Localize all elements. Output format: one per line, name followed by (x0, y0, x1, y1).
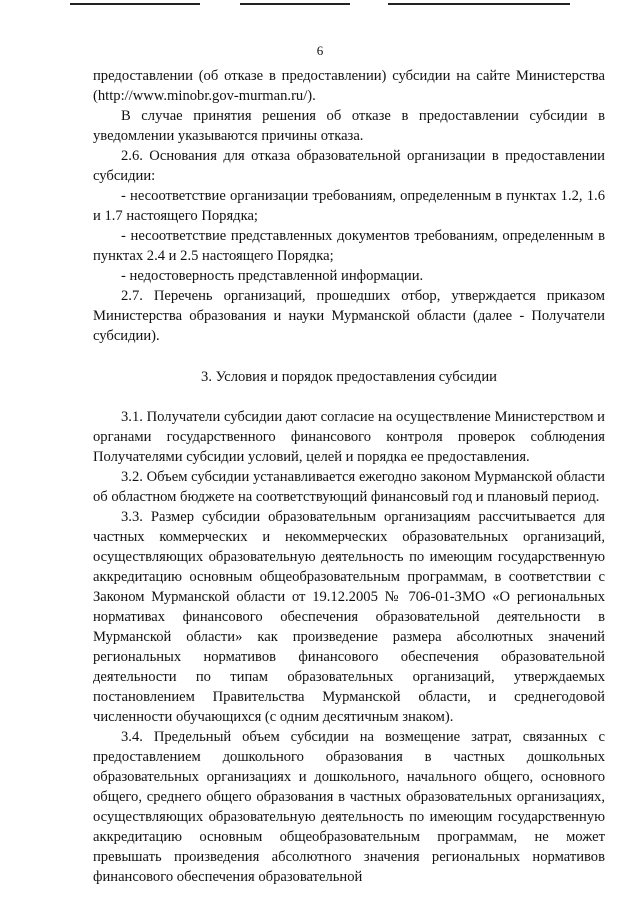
top-rule-left (70, 3, 200, 5)
paragraph: - несоответствие представленных документов требованиям, определенным в пунктах 2.4 и 2.5 настоящего Порядка; (93, 228, 605, 264)
page-number: 6 (316, 43, 324, 58)
paragraph: 3.4. Предельный объем субсидии на возмещение затрат, связанных с предоставлением дошкольного образования в частных дошкольных образовательных организациях и дошкольного, начального общего, основного общего, среднего общего образования в частных образовательных организациях, осуществляющих образовательную деятельность по имеющим государственную аккредитацию основным общеобразовательным программам, не может превышать произведения абсолютного значения региональных нормативов финансового обеспечения образовательной (93, 729, 605, 885)
top-rule-middle (240, 3, 350, 5)
section-3-body (93, 407, 605, 887)
paragraph: 3.2. Объем субсидии устанавливается ежегодно законом Мурманской области об областном бюджете на соответствующий финансовый год и плановый период. (93, 469, 605, 505)
paragraph: В случае принятия решения об отказе в предоставлении субсидии в уведомлении указываются причины отказа. (93, 108, 605, 144)
section-heading: 3. Условия и порядок предоставления субсидии (201, 369, 497, 385)
paragraph: 3.3. Размер субсидии образовательным организациям рассчитывается для частных коммерческих и некоммерческих образовательных организаций, осуществляющих образовательную деятельность по имеющим государственную аккредитацию основным общеобразовательным программам, в соответствии с Законом Мурманской области от 19.12.2005 № 706-01-ЗМО «О региональных нормативах финансового обеспечения образовательной деятельности в Мурманской области» как произведение размера абсолютных значений региональных нормативов финансового обеспечения образовательной деятельности по типам образовательных организаций, утверждаемых постановлением Правительства Мурманской области, и среднегодовой численности обучающихся (с одним десятичным знаком). (93, 509, 605, 725)
paragraph: - несоответствие организации требованиям, определенным в пунктах 1.2, 1.6 и 1.7 настоящего Порядка; (93, 188, 605, 224)
document-body (93, 66, 605, 887)
paragraph: 2.6. Основания для отказа образовательной организации в предоставлении субсидии: (93, 148, 605, 184)
paragraph: 2.7. Перечень организаций, прошедших отбор, утверждается приказом Министерства образования и науки Мурманской области (далее - Получатели субсидии). (93, 288, 605, 344)
section-2-continuation (93, 66, 605, 346)
paragraph: предоставлении (об отказе в предоставлении) субсидии на сайте Министерства (http://www.minobr.gov-murman.ru/). (93, 68, 605, 104)
top-rule-right (388, 3, 570, 5)
paragraph: 3.1. Получатели субсидии дают согласие на осуществление Министерством и органами государственного финансового контроля проверок соблюдения Получателями субсидии условий, целей и порядка ее предоставления. (93, 409, 605, 465)
paragraph: - недостоверность представленной информации. (121, 268, 424, 284)
